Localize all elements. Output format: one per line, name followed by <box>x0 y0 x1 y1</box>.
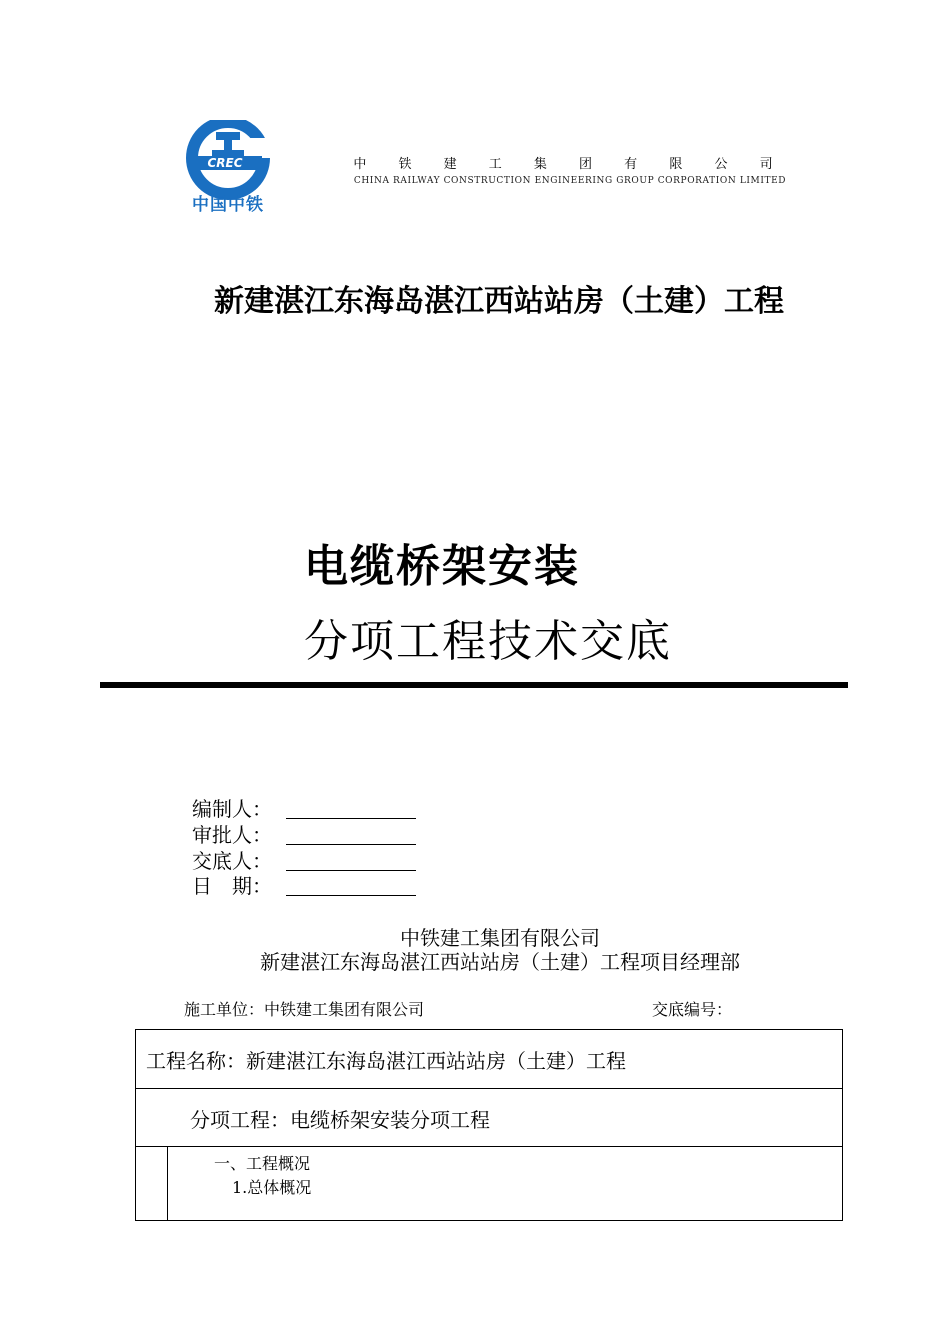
signature-label: 交底人： <box>192 849 272 873</box>
main-title-line1: 电缆桥架安装 <box>304 541 580 592</box>
sub-project-cell: 分项工程：电缆桥架安装分项工程 <box>190 1108 490 1132</box>
signature-row-compiler <box>192 796 416 822</box>
signature-label: 编制人： <box>192 797 272 821</box>
signature-label: 审批人： <box>192 823 272 847</box>
table-row-project-name <box>136 1030 842 1089</box>
signature-line <box>286 873 416 896</box>
signature-line <box>286 822 416 845</box>
section-item: 1.总体概况 <box>232 1178 312 1197</box>
signature-label: 日 期： <box>192 874 272 898</box>
signature-row-presenter <box>192 848 416 874</box>
section-heading: 一、工程概况 <box>214 1154 311 1173</box>
project-title: 新建湛江东海岛湛江西站站房（土建）工程 <box>214 284 784 319</box>
issuer-company: 中铁建工集团有限公司 <box>400 926 600 950</box>
signature-row-date <box>192 873 416 899</box>
main-title-line2: 分项工程技术交底 <box>304 616 672 667</box>
briefing-table <box>135 1029 843 1221</box>
signature-row-approver <box>192 822 416 848</box>
logo-caption: 中国中铁 <box>192 195 264 215</box>
company-name-cn: 中 铁 建 工 集 团 有 限 公 司 <box>353 157 787 172</box>
project-name-cell: 工程名称：新建湛江东海岛湛江西站站房（土建）工程 <box>146 1049 626 1073</box>
title-divider <box>100 682 848 688</box>
table-row-content <box>136 1147 842 1220</box>
column-divider <box>167 1147 168 1220</box>
signature-line <box>286 848 416 871</box>
construction-unit: 施工单位：中铁建工集团有限公司 <box>184 1000 425 1019</box>
issuer-department: 新建湛江东海岛湛江西站站房（土建）工程项目经理部 <box>260 950 740 974</box>
reference-number: 交底编号： <box>652 1000 733 1019</box>
company-name-en: CHINA RAILWAY CONSTRUCTION ENGINEERING GROUP CORPORATION LIMITED <box>353 176 787 186</box>
logo-letters: CREC <box>207 156 243 170</box>
table-row-sub-project <box>136 1089 842 1147</box>
signature-line <box>286 796 416 819</box>
